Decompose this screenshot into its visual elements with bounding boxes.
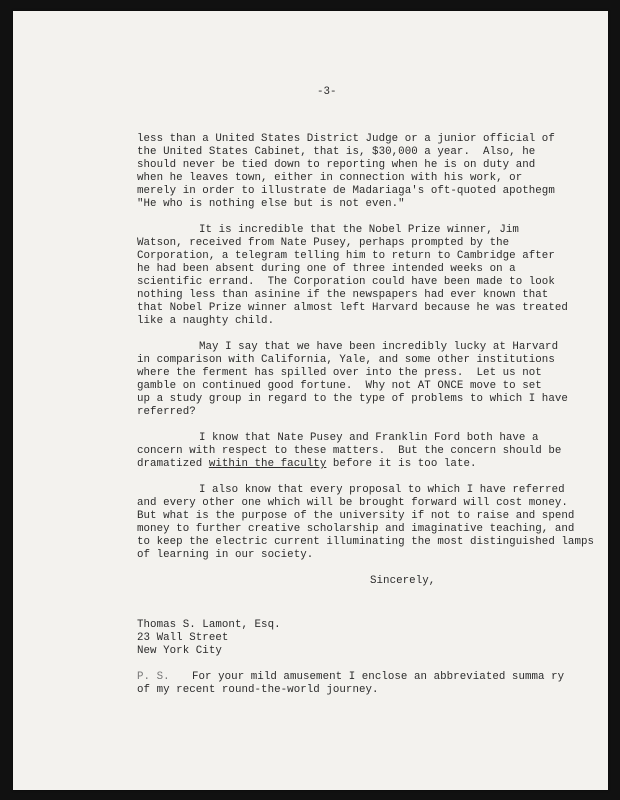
paragraph-3-line-2: in comparison with California, Yale, and some other institutions	[137, 354, 555, 366]
paragraph-3-line-6: referred?	[137, 406, 196, 418]
paragraph-1-line-1: less than a United States District Judge or a junior official of	[137, 133, 555, 145]
paragraph-1-line-2: the United States Cabinet, that is, $30,000 a year. Also, he	[137, 146, 536, 158]
address-line-3: New York City	[137, 645, 222, 657]
paragraph-3-line-4: gamble on continued good fortune. Why not AT ONCE move to set	[137, 380, 542, 392]
address-line-2: 23 Wall Street	[137, 632, 229, 644]
paragraph-2-line-3: Corporation, a telegram telling him to return to Cambridge after	[137, 250, 555, 262]
paragraph-5-line-2: and every other one which will be brought forward will cost money.	[137, 497, 568, 509]
closing: Sincerely,	[370, 575, 436, 587]
paragraph-2-line-8: like a naughty child.	[137, 315, 275, 327]
paragraph-4-line-1: I know that Nate Pusey and Franklin Ford both have a	[199, 432, 539, 444]
postscript-label: P. S.	[137, 671, 170, 683]
paragraph-1-line-5: merely in order to illustrate de Madariaga's oft-quoted apothegm	[137, 185, 555, 197]
paragraph-2-line-2: Watson, received from Nate Pusey, perhaps prompted by the	[137, 237, 510, 249]
paragraph-2-line-5: scientific errand. The Corporation could have been made to look	[137, 276, 555, 288]
paragraph-5-line-3: But what is the purpose of the university if not to raise and spend	[137, 510, 575, 522]
paragraph-3-line-1: May I say that we have been incredibly lucky at Harvard	[199, 341, 559, 353]
paragraph-5-line-4: money to further creative scholarship and imaginative teaching, and	[137, 523, 575, 535]
paragraph-5-line-1: I also know that every proposal to which I have referred	[199, 484, 565, 496]
postscript-line-1: For your mild amusement I enclose an abbreviated summa ry	[192, 671, 565, 683]
paragraph-2-line-4: he had been absent during one of three intended weeks on a	[137, 263, 516, 275]
paragraph-4-line-2: concern with respect to these matters. But the concern should be	[137, 445, 562, 457]
paragraph-5-line-6: of learning in our society.	[137, 549, 314, 561]
paragraph-2-line-1: It is incredible that the Nobel Prize winner, Jim	[199, 224, 519, 236]
letter-page	[13, 11, 608, 790]
paragraph-1-line-4: when he leaves town, either in connection with his work, or	[137, 172, 523, 184]
paragraph-5-line-5: to keep the electric current illuminating the most distinguished lamps	[137, 536, 595, 548]
paragraph-1-line-3: should never be tied down to reporting when he is on duty and	[137, 159, 536, 171]
address-line-1: Thomas S. Lamont, Esq.	[137, 619, 281, 631]
postscript-line-2: of my recent round-the-world journey.	[137, 684, 379, 696]
paragraph-3-line-3: where the ferment has spilled over into the press. Let us not	[137, 367, 542, 379]
page-number: -3-	[317, 86, 337, 98]
underlined-phrase: within the faculty	[208, 458, 327, 470]
paragraph-2-line-6: nothing less than asinine if the newspapers had ever known that	[137, 289, 549, 301]
paragraph-2-line-7: that Nobel Prize winner almost left Harvard because he was treated	[137, 302, 568, 314]
paragraph-4-line-3: dramatized within the faculty before it is too late.	[137, 458, 477, 470]
paragraph-1-line-6: "He who is nothing else but is not even."	[137, 198, 405, 210]
paragraph-3-line-5: up a study group in regard to the type of problems to which I have	[137, 393, 568, 405]
